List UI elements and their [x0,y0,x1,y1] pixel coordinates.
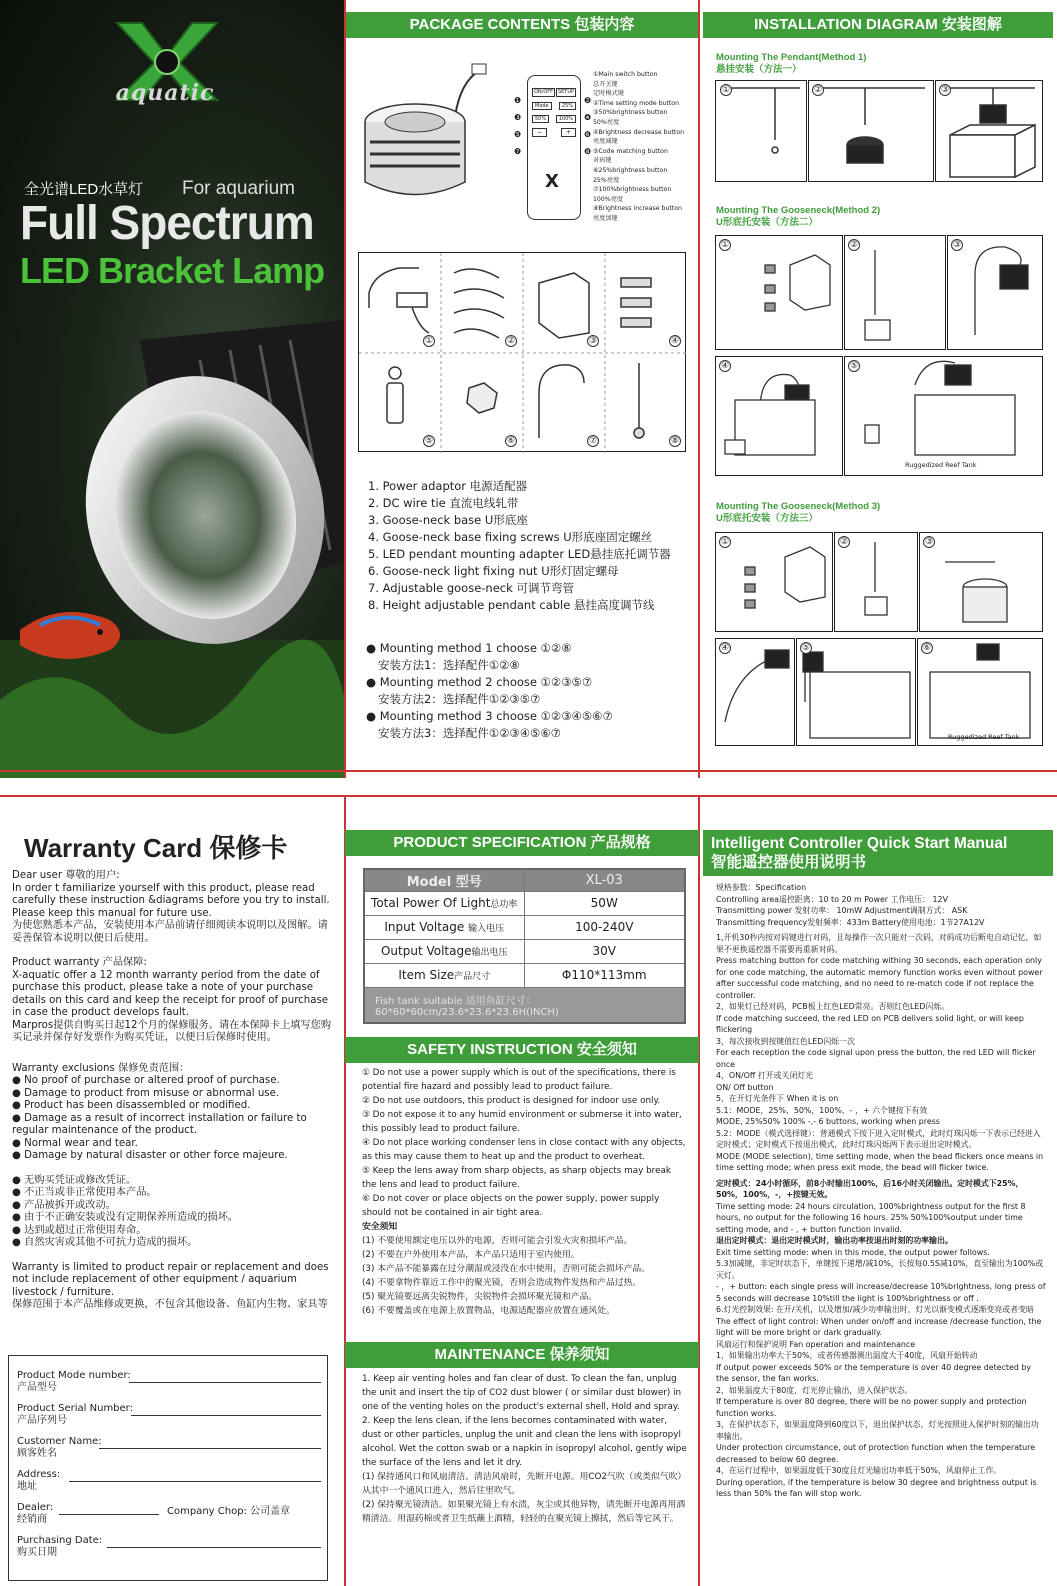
safety-item: ⑤ Keep the lens away from sharp objects, as sharp objects may break the lens and lead to product failure. [362,1166,672,1190]
maintenance-p1: 1. Keep air venting holes and fan clear of dust. To clean the fan, unplug the unit and insert the tip of CO2 dust blower ( or similar dust blower) in one of the venting holes on the product's external shell, Hold and spray. [362,1374,682,1412]
divider [344,797,346,1586]
step-num: ④ [720,643,730,653]
safety-cn-item: (2) 不要在户外使用本产品，本产品只适用于室内使用。 [362,1250,580,1260]
form-address [17,1469,60,1493]
tank-label: Ruggedized Reef Tank [905,461,977,469]
remote-note: ③50%brightness button [593,109,668,117]
step-num: ② [813,85,823,95]
package-item: 2. DC wire tie 直流电线轧带 [368,496,519,510]
part-num: ⑦ [588,436,598,446]
method-line: ● Mounting method 1 choose ①②⑧ [366,641,572,655]
warranty-ex-item: ● Damage by natural disaster or other force majeure. [12,1150,288,1161]
remote-btn-mode: Mode [532,102,552,110]
safety-item: ① Do not use a power supply which is out of the specifications, there is potential fire hazard and possibly lead to product failure. [362,1068,676,1092]
spec-label: Total Power Of Light [371,896,491,910]
controller-line: 4，ON/Off 打开或关闭灯光 [716,1071,814,1080]
spec-label-cn: 输出电压 [471,948,508,958]
step-num: ③ [924,537,934,547]
controller-line: If temperature is over 80 degree, there will be no power supply and protection function works. [716,1397,1027,1418]
cover-subtitle: For aquarium [182,178,295,199]
controller-line: Under protection circumstance, out of protection function when the temperature decreased to below 60 degree. [716,1443,1036,1464]
controller-line: MODE (MODE selection), time setting mode, when the bead flickers once means in time setting mode; when press exit mode, the bead will flicker twice. [716,1151,1044,1172]
remote-note: 亮度减键 [593,138,618,146]
cover-title-line1: Full Spectrum [20,194,314,250]
step-num: ④ [720,361,730,371]
tank-label: Ruggedized Reef Tank [948,733,1020,741]
spec-label: Input Voltage [384,920,465,934]
warranty-body [12,870,332,1312]
parts-grid [358,252,686,452]
step-num: ⑥ [922,643,932,653]
step-num: ① [721,85,731,95]
form-serial [17,1403,133,1427]
controller-line: If code matching succeed, the red LED on PCB delivers solid light, or will keep flickering [716,1013,1024,1034]
controller-line: 规格参数：Specification [716,883,807,892]
method3-title [716,501,880,525]
form-model-label-cn: 产品型号 [17,1382,57,1393]
remote-indices [514,92,524,160]
part-num: ⑧ [670,436,680,446]
remote-note: 定时模式键 [593,90,624,98]
cover-panel [0,0,345,778]
step-num: ① [720,537,730,547]
spec-label: Output Voltage [380,944,472,958]
method2-title-en: Mounting The Gooseneck(Method 2) [716,205,881,216]
remote-index: ❽ [584,147,592,156]
safety-cn-item: (3) 本产品不能暴露在过分潮湿或浸没在水中使用，否则可能会损坏产品。 [362,1264,650,1274]
warranty-greeting: Dear user 尊敬的用户: [12,870,120,881]
part-num: ① [424,336,434,346]
form-dealer [17,1502,53,1526]
package-item: 6. Goose-neck light fixing nut U形灯固定螺母 [368,564,619,578]
step-num: ⑤ [849,361,859,371]
remote-index: ❻ [584,130,592,139]
remote-btn-50: 50% [532,115,549,123]
form-customer-label: Customer Name: [17,1436,102,1447]
form-chop [167,1502,290,1517]
remote-note: ②Time setting mode button [593,99,679,107]
remote-note: 对码键 [593,157,612,165]
controller-line: For each reception the code signal upon press the button, the red LED will flicker once [716,1048,1036,1069]
controller-line: 定时模式：24小时循环，前8小时输出100%，后16小时关闭输出。定时模式下25%，50%，100%，-，+按键无效。 [716,1178,1024,1199]
remote-note: ④Brightness decrease button [593,128,685,136]
controller-line: Transmitting power 发射功率： 10mW Adjustment调制方式： ASK [716,906,968,915]
form-chop-label: Company Chop: [167,1506,247,1517]
spec-row [364,939,685,963]
remote-note: 总开关键 [593,80,618,88]
spec-row [364,891,685,915]
part-num: ④ [670,336,680,346]
remote-note: 25%亮度 [593,176,620,184]
controller-line: Controlling area遥控距离：10 to 20 m Power 工作电压： 12V [716,894,948,904]
spec-label-cn: 产品尺寸 [454,972,491,982]
controller-line: 6.灯光控制效果: 在开/关机，以及增加/减少功率输出时，灯光以渐变模式逐渐变亮或者变暗 [716,1305,1034,1314]
warranty-pw-cn: Marpros提供自购买日起12个月的保修服务。请在本保障卡上填写您购买记录并保存好发票作为购买凭证，以便日后保修时使用。 [12,1019,332,1043]
spec-value: 50W [524,891,685,915]
controller-line: During operation, if the temperature is below 30 degree and brightness output is less than 50% the fan will stop work. [716,1477,1037,1498]
controller-line: - ，+ button: each single press will increase/decrease 10%brightness, long press of 5 seconds will decrease 10%till the light is 100%brightness or off . [716,1282,1046,1303]
remote-note: 50%亮度 [593,118,620,126]
spec-label: Item Size [398,968,455,982]
controller-line: 1，如果输出功率大于50%，或者传感器测出温度大于40度，风扇开始转动 [716,1351,978,1360]
controller-line: 3，在保护状态下，如果温度降到60度以下，退出保护状态，灯光按照进入保护时刻的输出功率输出。 [716,1420,1039,1441]
remote-control [527,75,581,220]
form-serial-label: Product Serial Number: [17,1403,133,1414]
package-item-list [368,478,698,614]
part-num: ⑤ [424,436,434,446]
step-num: ⑤ [801,643,811,653]
controller-line: 4，在运行过程中，如果温度低于30度且灯光输出功率低于50%，风扇停止工作。 [716,1466,1002,1475]
controller-header [703,830,1053,876]
spec-row [364,963,685,987]
spec-table [363,868,686,1024]
form-serial-line[interactable] [131,1415,321,1416]
controller-line: 2，如果灯已经对码，PCB板上红色LED常亮。否则红色LED闪烁。 [716,1002,950,1011]
form-serial-label-cn: 产品序列号 [17,1415,67,1426]
remote-btn-25: 25% [559,102,576,110]
remote-notes [593,70,697,224]
form-date-label: Purchasing Date: [17,1535,103,1546]
spec-table-head [364,869,685,891]
warranty-ex-title: Warranty exclusions 保修免责范围： [12,1062,190,1074]
spec-label-cn: 总功率 [490,900,518,910]
safety-item: ④ Do not place working condenser lens in close contact with any objects, as this may cause them to heat up and the product to overheat. [362,1138,686,1162]
remote-note: 亮度加键 [593,214,618,222]
warranty-intro: In order t familiarize yourself with this product, please read carefully these instruction &diagrams before you try to install. Please keep this manual for future use. [12,882,330,919]
lamp-photo [0,300,345,778]
method-line: 安装方法2：选择配件①②③⑤⑦ [378,692,541,706]
controller-line: 3，每次接收到按键值红色LED闪烁一次 [716,1036,855,1046]
spec-label-cn: 输入电压 [468,924,505,934]
method-line: ● Mounting method 2 choose ①②③⑤⑦ [366,675,593,689]
m3-drawings [715,532,1043,746]
spec-row-tank [364,987,685,1023]
divider [0,770,1057,772]
part-num: ② [506,336,516,346]
package-item: 4. Goose-neck base fixing screws U形底座固定螺丝 [368,530,653,544]
form-address-line[interactable] [69,1481,321,1482]
method-line: ● Mounting method 3 choose ①②③④⑤⑥⑦ [366,709,613,723]
form-model-label: Product Mode number: [17,1370,131,1381]
spec-value: Φ110*113mm [524,963,685,987]
remote-btn-100: 100% [556,115,576,123]
package-header: PACKAGE CONTENTS 包装内容 [345,12,699,38]
remote-index: ❺ [514,130,522,139]
method3-title-en: Mounting The Gooseneck(Method 3) [716,501,881,512]
package-item: 7. Adjustable goose-neck 可调节弯管 [368,581,574,595]
maintenance-body [362,1372,687,1526]
parts-drawings [359,253,687,453]
form-customer-label-cn: 顾客姓名 [17,1448,57,1459]
controller-line: 风扇运行和保护说明 Fan operation and maintenance [716,1339,916,1349]
step-num: ① [720,240,730,250]
controller-header-en: Intelligent Controller Quick Start Manual [711,835,1008,852]
warranty-pw-text: X-aquatic offer a 12 month warranty period from the date of purchase this product, please take a note of your purchase details on this card and keep the receipt for proof of purchase in case the product develops fault. [12,969,329,1018]
warranty-ex-cn: ● 产品被拆开或改动。 [12,1199,116,1211]
remote-logo: X [545,171,559,192]
spec-header: PRODUCT SPECIFICATION 产品规格 [345,830,699,856]
safety-header: SAFETY INSTRUCTION 安全须知 [345,1037,699,1063]
safety-body [362,1066,687,1318]
remote-note: ⑧Brightness increase button [593,205,682,213]
step-num: ③ [940,85,950,95]
warranty-ex-cn: ● 达到或超过正常使用寿命。 [12,1224,147,1236]
form-dealer-label: Dealer: [17,1502,54,1513]
spec-value: 100-240V [524,915,685,939]
remote-btn-plus: + [561,128,576,137]
divider [698,797,700,1586]
divider [698,0,700,778]
form-model [17,1370,131,1394]
step-num: ② [839,537,849,547]
method-line: 安装方法1：选择配件①②⑧ [378,658,520,672]
maintenance-p2: 2. Keep the lens clean, if the lens becomes contaminated with water, dust or other particles, unplug the unit and clean the lens with isopropyl alcohol. Wet the cotton swab or a napkin in isopropyl alcohol, gently wipe the surface of the lens and let it dry. [362,1416,687,1468]
controller-header-cn: 智能遥控器使用说明书 [711,854,867,871]
form-dealer-label-cn: 经销商 [17,1514,47,1525]
controller-line: ON/ Off button [716,1082,774,1092]
part-num: ③ [588,336,598,346]
method1-title [716,52,866,76]
safety-cn-item: (1) 不要使用额定电压以外的电源，否则可能会引发火灾和损坏产品。 [362,1236,633,1246]
controller-line: 5.3加减键，非定时状态下，单键按下递增/减10%，长按每0.5S减10%，直至输出为100%或灭灯。 [716,1259,1044,1280]
spec-value: 30V [524,939,685,963]
warranty-ex-cn: ● 不正当或非正常使用本产品。 [12,1187,157,1198]
package-item: 1. Power adaptor 电源适配器 [368,479,528,493]
package-item: 8. Height adjustable pendant cable 悬挂高度调节线 [368,598,655,612]
warranty-intro-cn: 为使您熟悉本产品，安装使用本产品前请仔细阅读本说明以及图解。请妥善保管本说明以便日后使用。 [12,920,328,944]
controller-line: If output power exceeds 50% or the temperature is over 40 degree detected by the sensor, the fan works. [716,1362,1032,1383]
safety-item: ③ Do not expose it to any humid environment or submerse it into water, this possibly lead to product failure. [362,1110,682,1134]
maintenance-c1: (1) 保持通风口和风扇清洁。清洁风扇时，先断开电源。用CO2气吹（或类似气吹）从其中一个通风口进入，然后往里吹气。 [362,1472,687,1496]
spec-row [364,915,685,939]
controller-line: MODE, 25%50% 100% -,- 6 buttons, working when press [716,1117,940,1126]
warranty-ex-cn: ● 自然灾害或其他不可抗力造成的损坏。 [12,1237,198,1248]
warranty-limit: Warranty is limited to product repair or replacement and does not include replacement of other equipment / aquarium livestock / furniture. [12,1261,329,1298]
install-header: INSTALLATION DIAGRAM 安装图解 [703,12,1053,38]
part-num: ⑥ [506,436,516,446]
remote-index: ❹ [584,113,592,122]
remote-note: ⑤Code matching button [593,147,668,155]
controller-line: 2，如果温度大于80度，灯光停止输出，进入保护状态。 [716,1385,913,1395]
safety-item: ② Do not use outdoors, this product is designed for indoor use only. [362,1096,661,1106]
warranty-limit-cn: 保修范围于本产品维修或更换，不包含其他设备、鱼缸内生物、家具等 [12,1299,328,1310]
safety-item: ⑥ Do not cover or place objects on the power supply, power supply should not be contained in air tight area. [362,1194,660,1218]
form-customer [17,1436,102,1460]
controller-line: 5.1：MODE，25%，50%，100%，- ，+ 六个键按下有效 [716,1105,928,1115]
warranty-ex-item: ● Damage to product from misuse or abnormal use. [12,1087,280,1099]
controller-line: 1,开机30秒内按对码键进行对码，且每操作一次只能对一次码，对码成功后断电自动记忆，如果不更换遥控器不需要再重新对码。 [716,933,1042,954]
warranty-pw-title: Product warranty 产品保障: [12,957,147,968]
form-date-label-cn: 购买日期 [17,1547,57,1558]
remote-note: ⑥25%brightness button [593,166,668,174]
logo-text: aquatic [115,80,215,106]
controller-line: 退出定时模式：退出定时模式时，输出功率按退出时刻的功率输出。 [716,1236,953,1245]
method2-title-cn: U形底托安装（方法二） [716,217,818,228]
remote-btn-onoff: ON/OFF [534,89,554,95]
spec-tank-label: Fish tank suitable 适用鱼缸尺寸： [375,995,536,1007]
warranty-title: Warranty Card 保修卡 [24,833,288,863]
controller-line: 5.2：MODE（模式选择键）：普通模式下按下进入定时模式，此时灯珠闪烁一下表示已经进入定时模式；定时模式下按退出模式，此时灯珠闪烁两下表示退出定时模式。 [716,1128,1041,1149]
safety-cn-item: (5) 聚光镜要远离尖锐物件，尖锐物件会损坏聚光镜和产品。 [362,1292,598,1302]
warranty-ex-cn: ● 无购买凭证或修改凭证。 [12,1174,137,1186]
mounting-methods [366,640,696,742]
controller-line: The effect of light control: When under on/off and increase /decrease function, the light will be more bright or dark gradually. [716,1316,1042,1337]
remote-index: ❼ [514,147,522,156]
controller-line: Press matching button for code matching withing 30 seconds, each operation only for one code matching, the automatic memory function works even without power after successful code matching, and no need to re-match code if not replace the controller. [716,956,1043,1000]
form-model-line[interactable] [129,1382,321,1383]
warranty-form [8,1355,328,1581]
step-num: ② [849,240,859,250]
warranty-ex-item: ● Product has been disassembled or modified. [12,1100,251,1111]
safety-cn-title: 安全须知 [362,1222,398,1232]
remote-note: ⑦100%brightness button [593,186,672,194]
m2-drawings [715,235,1043,476]
maintenance-header: MAINTENANCE 保养须知 [345,1342,699,1368]
spec-tank-size: 60*60*60cm/23.6*23.6*23.6H(INCH) [375,1006,559,1018]
form-chop-label-cn: 公司盖章 [250,1506,291,1517]
controller-line: 5，在开灯光条件下 When it is on [716,1094,839,1103]
form-customer-line[interactable] [99,1448,321,1449]
maintenance-c2: (2) 保持聚光镜清洁。如果聚光镜上有水渍，灰尘或其他异物，请先断开电源再用酒精清洁。用湿药棉或者卫生纸蘸上酒精，轻轻的在聚光镜上擦拭，然后等它风干。 [362,1500,686,1524]
package-item: 3. Goose-neck base U形底座 [368,513,528,527]
remote-note: ①Main switch button [593,71,658,78]
warranty-ex-item: ● No proof of purchase or altered proof of purchase. [12,1075,280,1086]
cover-title-line2: LED Bracket Lamp [20,250,325,291]
method-line: 安装方法3：选择配件①②③④⑤⑥⑦ [378,726,561,740]
step-num: ③ [952,240,962,250]
safety-cn-item: (4) 不要拿物件靠近工作中的聚光镜，否则会造成物件发热和产品过热。 [362,1278,642,1288]
remote-btn-setup: SETUP [557,89,574,95]
cover-title-cn: 全光谱LED水草灯 [24,181,144,198]
form-dealer-line[interactable] [59,1514,159,1515]
remote-note: 100%亮度 [593,195,624,203]
method3-title-cn: U形底托安装（方法三） [716,513,818,524]
method1-title-cn: 悬挂安装（方法一） [716,64,802,75]
form-address-label-cn: 地址 [17,1481,37,1492]
form-address-label: Address: [17,1469,61,1480]
remote-index: ❷ [584,96,592,105]
form-date-line[interactable] [107,1547,321,1548]
controller-line: Transmitting frequency发射频率：433m Battery使用电池：1节27A12V [716,917,985,927]
safety-cn-item: (6) 不要覆盖或在电源上放置物品，电源适配器应放置在通风处。 [362,1306,615,1316]
m1-drawings [715,80,1043,182]
remote-index: ❶ [514,96,522,105]
divider [344,0,346,778]
spec-head-value: XL-03 [524,869,685,891]
remote-btn-minus: − [532,128,547,137]
controller-line: Exit time setting mode: when in this mode, the output power follows. [716,1247,990,1257]
controller-line: Time setting mode: 24 hours circulation, 100%brightness output for the first 8 hours, no output for the following 16 hours. 25% 50%100%output under time setting mode, and - , + button function invalid. [716,1201,1026,1234]
package-item: 5. LED pendant mounting adapter LED悬挂底托调节器 [368,547,671,561]
warranty-ex-item: ● Damage as a result of incorrect installation or failure to regular maintenance of the product. [12,1112,307,1136]
method2-title [716,205,880,229]
divider [0,795,1057,797]
controller-body [716,882,1046,1500]
remote-index: ❸ [514,113,522,122]
method1-title-en: Mounting The Pendant(Method 1) [716,52,867,63]
spec-head-model: Model 型号 [364,869,524,891]
lamp-illustration [360,62,490,212]
form-date [17,1535,102,1559]
warranty-ex-cn: ● 由于不正确安装或没有定期保养所造成的损坏。 [12,1212,239,1223]
warranty-ex-item: ● Normal wear and tear. [12,1137,138,1149]
